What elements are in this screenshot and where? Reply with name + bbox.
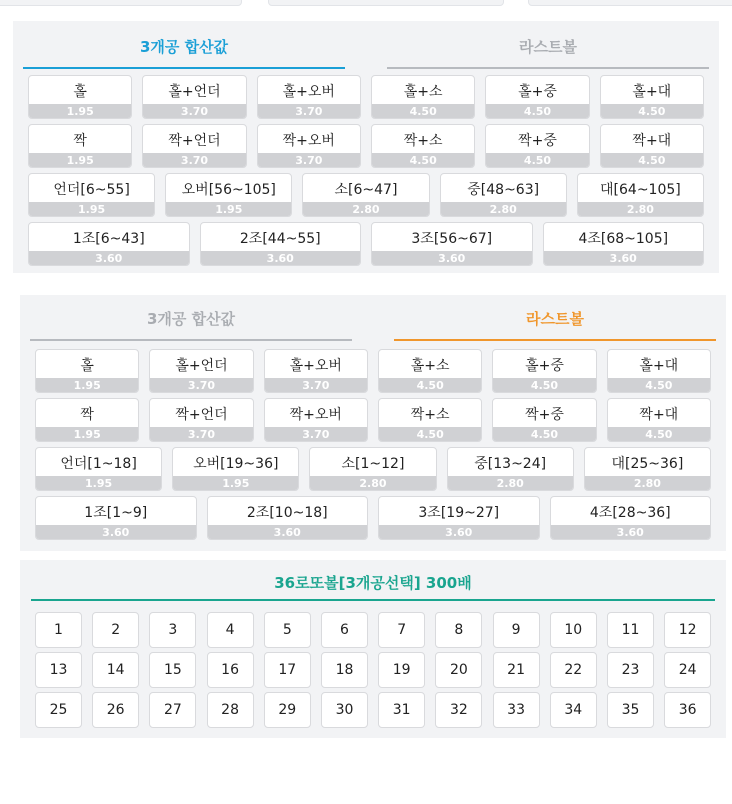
lotto-number[interactable]: 21 xyxy=(493,652,540,688)
lotto-number[interactable]: 2 xyxy=(92,612,139,648)
bet-option[interactable] xyxy=(371,222,533,266)
bet-label: 언더[6~55] xyxy=(53,181,130,198)
bet-option[interactable] xyxy=(607,398,711,442)
bet-option[interactable] xyxy=(257,124,361,168)
bet-label: 4조[68~105] xyxy=(578,230,669,247)
bet-odds: 1.95 xyxy=(29,153,131,167)
bet-label: 홀+중 xyxy=(525,357,564,374)
bet-option[interactable] xyxy=(28,75,132,119)
bet-odds: 3.70 xyxy=(143,104,245,118)
bet-label: 홀+중 xyxy=(518,83,557,100)
bet-option[interactable] xyxy=(207,496,369,540)
bet-label: 4조[28~36] xyxy=(589,504,671,521)
top-strip-segment xyxy=(0,0,242,6)
bet-odds: 3.60 xyxy=(551,525,711,539)
bet-odds: 4.50 xyxy=(486,153,588,167)
lotto-number[interactable]: 34 xyxy=(550,692,597,728)
lotto-number[interactable]: 35 xyxy=(607,692,654,728)
bet-label: 오버[19~36] xyxy=(193,455,279,472)
bet-label: 대[64~105] xyxy=(600,181,681,198)
bet-option[interactable] xyxy=(142,75,246,119)
tab-last-ball[interactable]: 라스트볼 xyxy=(394,297,716,341)
lotto-number[interactable]: 26 xyxy=(92,692,139,728)
bet-option[interactable] xyxy=(309,447,436,491)
lotto-number[interactable]: 11 xyxy=(607,612,654,648)
lotto-number[interactable]: 23 xyxy=(607,652,654,688)
bet-odds: 4.50 xyxy=(486,104,588,118)
lotto-number[interactable]: 24 xyxy=(664,652,711,688)
lotto-number[interactable]: 7 xyxy=(378,612,425,648)
lotto-number[interactable]: 32 xyxy=(435,692,482,728)
bet-label: 대[25~36] xyxy=(611,455,684,472)
bet-option[interactable] xyxy=(35,349,139,393)
bet-odds: 4.50 xyxy=(608,427,710,441)
bet-odds: 3.60 xyxy=(372,251,532,265)
tab-last-ball[interactable]: 라스트볼 xyxy=(387,25,709,69)
bet-label: 짝+중 xyxy=(518,132,557,149)
lotto-number[interactable]: 29 xyxy=(264,692,311,728)
bet-odds: 2.80 xyxy=(310,476,435,490)
bet-option[interactable] xyxy=(447,447,574,491)
lotto-number[interactable]: 36 xyxy=(664,692,711,728)
bet-odds: 3.60 xyxy=(544,251,704,265)
bet-label: 짝 xyxy=(73,132,87,149)
bet-label: 홀 xyxy=(80,357,94,374)
bet-option[interactable] xyxy=(35,398,139,442)
bet-odds: 2.80 xyxy=(303,202,428,216)
bet-label: 홀+언더 xyxy=(175,357,228,374)
bet-label: 소[1~12] xyxy=(341,455,405,472)
bet-option[interactable] xyxy=(35,447,162,491)
bet-label: 짝+소 xyxy=(403,132,443,149)
bet-label: 홀+대 xyxy=(632,83,672,100)
bet-option[interactable] xyxy=(28,173,155,217)
lotto-number[interactable]: 15 xyxy=(149,652,196,688)
lotto-number[interactable]: 12 xyxy=(664,612,711,648)
bet-option[interactable] xyxy=(577,173,704,217)
bet-option[interactable] xyxy=(584,447,711,491)
bet-odds: 2.80 xyxy=(441,202,566,216)
bet-odds: 4.50 xyxy=(493,427,595,441)
lotto-number[interactable]: 13 xyxy=(35,652,82,688)
bet-odds: 3.70 xyxy=(265,378,367,392)
bet-option[interactable] xyxy=(371,124,475,168)
bet-option[interactable] xyxy=(607,349,711,393)
bet-label: 오버[56~105] xyxy=(181,181,276,198)
bet-odds: 1.95 xyxy=(166,202,291,216)
bet-odds: 3.70 xyxy=(150,427,252,441)
bet-odds: 1.95 xyxy=(36,476,161,490)
bet-option[interactable] xyxy=(550,496,712,540)
bet-option[interactable] xyxy=(165,173,292,217)
bet-odds: 1.95 xyxy=(36,378,138,392)
bet-label: 짝+소 xyxy=(410,406,450,423)
bet-label: 짝+대 xyxy=(639,406,679,423)
lotto-number[interactable]: 30 xyxy=(321,692,368,728)
bet-label: 홀+오버 xyxy=(282,83,335,100)
bet-odds: 4.50 xyxy=(601,104,703,118)
top-strip xyxy=(0,0,732,8)
lotto-number[interactable]: 1 xyxy=(35,612,82,648)
lotto-number[interactable]: 4 xyxy=(207,612,254,648)
lotto-number[interactable]: 16 xyxy=(207,652,254,688)
bet-label: 2조[44~55] xyxy=(239,230,321,247)
bet-odds: 1.95 xyxy=(173,476,298,490)
bet-odds: 3.60 xyxy=(208,525,368,539)
bet-odds: 3.70 xyxy=(258,104,360,118)
lotto-number[interactable]: 20 xyxy=(435,652,482,688)
bet-option[interactable] xyxy=(302,173,429,217)
bet-label: 짝+언더 xyxy=(168,132,221,149)
bet-odds: 3.60 xyxy=(29,251,189,265)
bet-odds: 3.70 xyxy=(150,378,252,392)
bet-label: 홀+소 xyxy=(410,357,450,374)
bet-option[interactable] xyxy=(485,124,589,168)
top-strip-segment xyxy=(268,0,504,6)
bet-odds: 4.50 xyxy=(601,153,703,167)
lotto-title-underline xyxy=(31,599,715,601)
bet-label: 짝+대 xyxy=(632,132,672,149)
sum-bet-panel xyxy=(13,21,719,273)
bet-label: 3조[56~67] xyxy=(411,230,493,247)
lotto-number[interactable]: 6 xyxy=(321,612,368,648)
bet-label: 중[13~24] xyxy=(474,455,547,472)
bet-odds: 3.70 xyxy=(265,427,367,441)
bet-label: 3조[19~27] xyxy=(418,504,500,521)
bet-odds: 4.50 xyxy=(372,104,474,118)
bet-option[interactable] xyxy=(257,75,361,119)
lotto-number[interactable]: 5 xyxy=(264,612,311,648)
bet-option[interactable] xyxy=(492,398,596,442)
bet-option[interactable] xyxy=(600,124,704,168)
bet-option[interactable] xyxy=(35,496,197,540)
bet-option[interactable] xyxy=(492,349,596,393)
lotto-number[interactable]: 22 xyxy=(550,652,597,688)
bet-label: 2조[10~18] xyxy=(246,504,328,521)
bet-label: 짝+중 xyxy=(525,406,564,423)
bet-option[interactable] xyxy=(378,496,540,540)
bet-odds: 4.50 xyxy=(379,378,481,392)
lotto-number[interactable]: 8 xyxy=(435,612,482,648)
bet-label: 홀+대 xyxy=(639,357,679,374)
lotto-panel xyxy=(20,560,726,738)
bet-option[interactable] xyxy=(371,75,475,119)
last-ball-bet-panel xyxy=(20,295,726,551)
lotto-number[interactable]: 9 xyxy=(493,612,540,648)
bet-label: 홀+오버 xyxy=(289,357,342,374)
lotto-number[interactable]: 17 xyxy=(264,652,311,688)
bet-label: 짝+오버 xyxy=(289,406,342,423)
panel-tabs xyxy=(13,25,719,71)
bet-odds: 3.60 xyxy=(379,525,539,539)
lotto-number[interactable]: 14 xyxy=(92,652,139,688)
bet-odds: 3.70 xyxy=(143,153,245,167)
bet-option[interactable] xyxy=(200,222,362,266)
bet-label: 짝 xyxy=(80,406,94,423)
bet-option[interactable] xyxy=(28,124,132,168)
lotto-number[interactable]: 25 xyxy=(35,692,82,728)
bet-odds: 2.80 xyxy=(578,202,703,216)
lotto-number[interactable]: 10 xyxy=(550,612,597,648)
lotto-number[interactable]: 31 xyxy=(378,692,425,728)
bet-option[interactable] xyxy=(264,349,368,393)
bet-odds: 4.50 xyxy=(608,378,710,392)
bet-option[interactable] xyxy=(149,398,253,442)
lotto-number[interactable]: 33 xyxy=(493,692,540,728)
lotto-number[interactable]: 3 xyxy=(149,612,196,648)
bet-odds: 3.60 xyxy=(201,251,361,265)
bet-label: 1조[1~9] xyxy=(84,504,148,521)
lotto-number[interactable]: 28 xyxy=(207,692,254,728)
bet-option[interactable] xyxy=(440,173,567,217)
bet-odds: 4.50 xyxy=(372,153,474,167)
bet-option[interactable] xyxy=(600,75,704,119)
lotto-number[interactable]: 27 xyxy=(149,692,196,728)
bet-label: 홀+언더 xyxy=(168,83,221,100)
bet-option[interactable] xyxy=(28,222,190,266)
bet-odds: 3.60 xyxy=(36,525,196,539)
bet-option[interactable] xyxy=(264,398,368,442)
bet-option[interactable] xyxy=(149,349,253,393)
bet-odds: 2.80 xyxy=(585,476,710,490)
bet-option[interactable] xyxy=(378,349,482,393)
bet-label: 1조[6~43] xyxy=(72,230,145,247)
bet-odds: 2.80 xyxy=(448,476,573,490)
bet-label: 짝+오버 xyxy=(282,132,335,149)
bet-odds: 1.95 xyxy=(36,427,138,441)
lotto-title: 36로또볼[3개공선택] 300배 xyxy=(274,574,472,592)
bet-odds: 3.70 xyxy=(258,153,360,167)
bet-odds: 4.50 xyxy=(493,378,595,392)
lotto-number[interactable]: 18 xyxy=(321,652,368,688)
bet-label: 홀 xyxy=(73,83,87,100)
bet-label: 소[6~47] xyxy=(334,181,398,198)
tab-sum[interactable]: 3개공 합산값 xyxy=(30,297,352,341)
bet-odds: 1.95 xyxy=(29,104,131,118)
bet-option[interactable] xyxy=(543,222,705,266)
tab-sum[interactable]: 3개공 합산값 xyxy=(23,25,345,69)
bet-option[interactable] xyxy=(172,447,299,491)
top-strip-segment xyxy=(528,0,732,6)
bet-label: 언더[1~18] xyxy=(60,455,137,472)
lotto-number[interactable]: 19 xyxy=(378,652,425,688)
panel-tabs xyxy=(20,297,726,343)
bet-label: 짝+언더 xyxy=(175,406,228,423)
bet-option[interactable] xyxy=(485,75,589,119)
bet-label: 홀+소 xyxy=(403,83,443,100)
bet-option[interactable] xyxy=(142,124,246,168)
bet-odds: 1.95 xyxy=(29,202,154,216)
bet-option[interactable] xyxy=(378,398,482,442)
bet-odds: 4.50 xyxy=(379,427,481,441)
bet-label: 중[48~63] xyxy=(467,181,540,198)
